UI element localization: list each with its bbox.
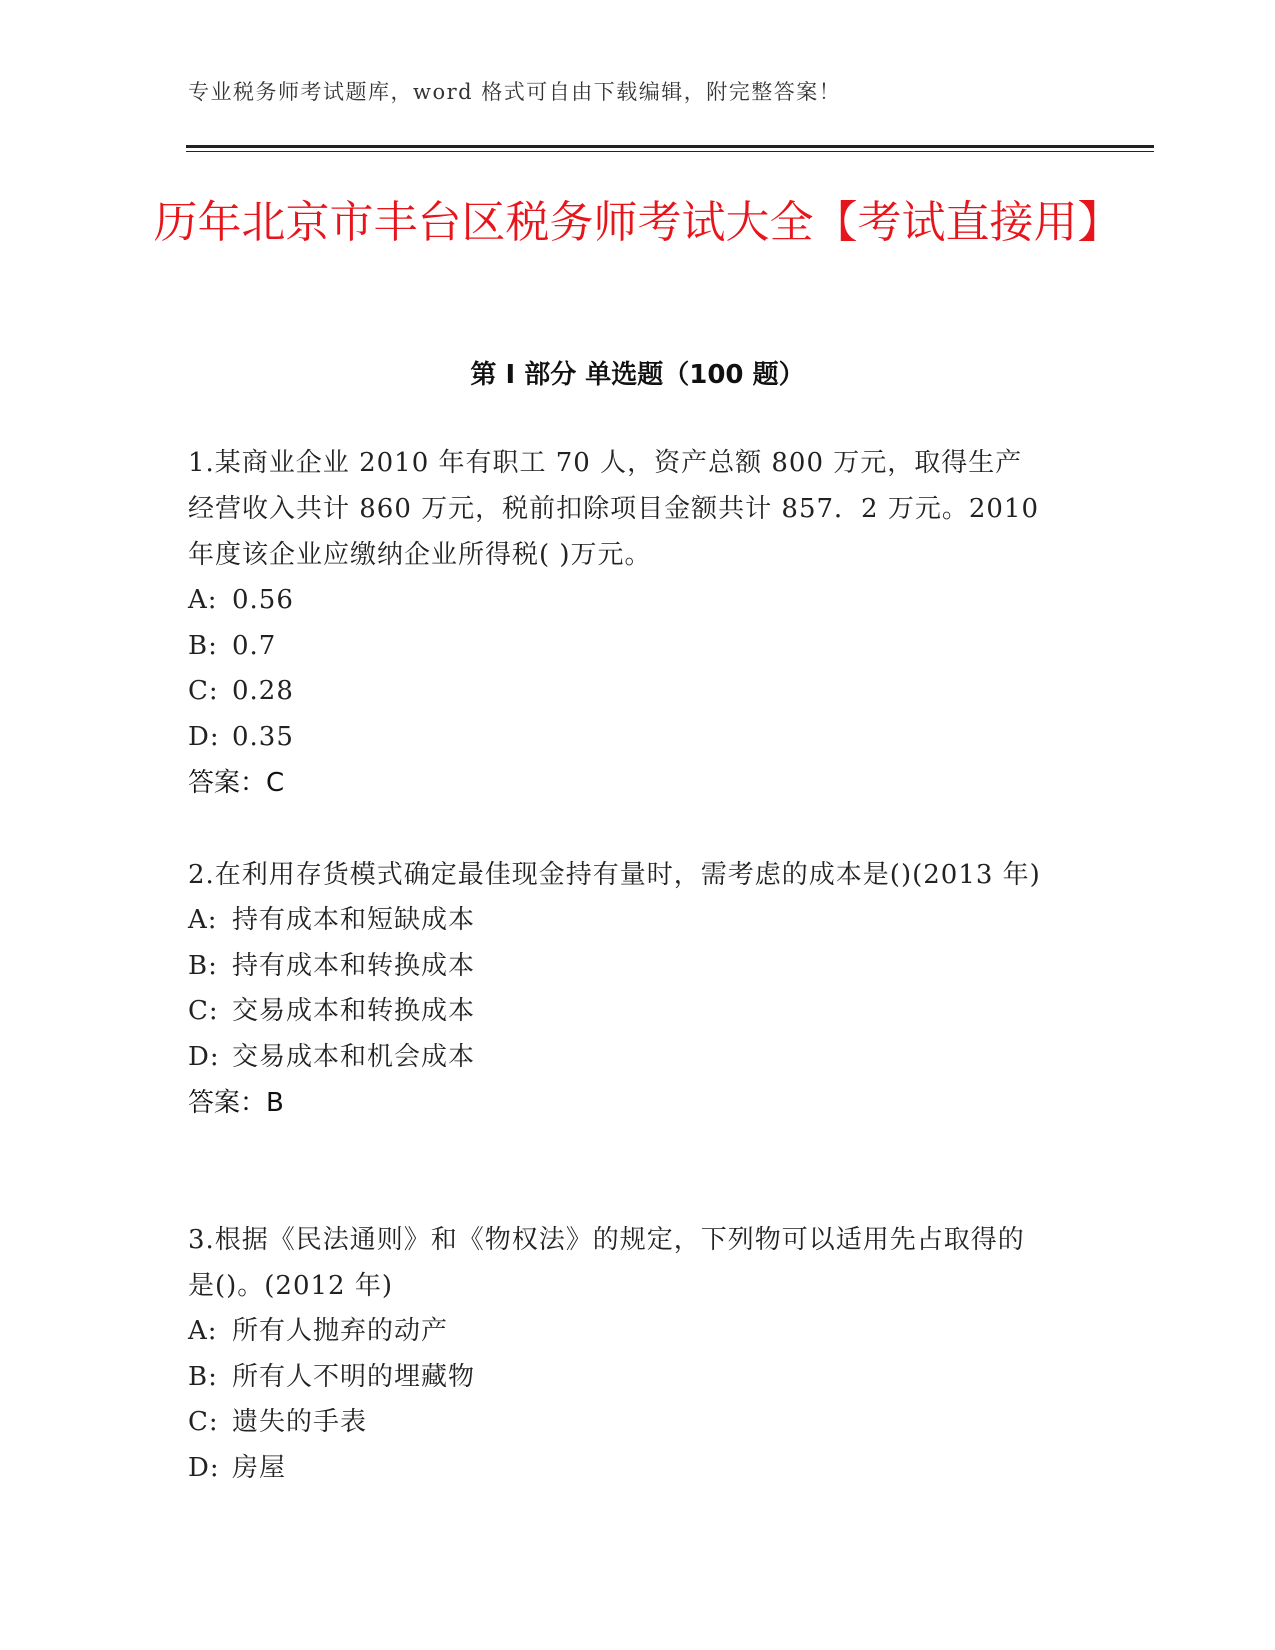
header-rule-thick [186,145,1154,148]
option-key: A: [188,905,218,935]
option-text: 交易成本和转换成本 [232,996,476,1026]
option-c [188,669,1088,715]
option-b [188,944,1088,990]
question-stem: 1.某商业企业 2010 年有职工 70 人，资产总额 800 万元，取得生产经营收入共计 860 万元，税前扣除项目金额共计 857．2 万元。2010 年度该企业应缴纳企业所得税( )万元。 [188,448,1040,570]
option-key: B: [188,630,218,661]
option-a [188,578,1088,624]
option-key: C: [188,996,219,1026]
option-c [188,1400,1088,1446]
header-rule-thin [186,151,1154,152]
option-text: 所有人抛弃的动产 [232,1316,449,1346]
answer-label: 答案：C [188,768,285,798]
option-text: 持有成本和转换成本 [232,950,476,981]
option-text: 所有人不明的埋藏物 [232,1361,476,1392]
option-d [188,715,1088,761]
document-title: 历年北京市丰台区税务师考试大全【考试直接用】 [153,197,1122,248]
option-text: 0.28 [232,676,294,706]
option-text: 遗失的手表 [232,1407,368,1437]
option-b [188,624,1088,670]
option-text: 房屋 [232,1452,287,1483]
option-key: C: [188,676,219,706]
option-d [188,1446,1088,1492]
header-note: 专业税务师考试题库，word 格式可自由下载编辑，附完整答案！ [188,80,842,104]
option-text: 0.35 [232,721,294,752]
option-key: D: [188,1452,220,1483]
option-text: 交易成本和机会成本 [232,1041,476,1072]
option-a [188,898,1088,944]
question-3 [188,1217,1088,1491]
option-text: 持有成本和短缺成本 [232,905,476,935]
option-b [188,1355,1088,1401]
question-stem: 3.根据《民法通则》和《物权法》的规定，下列物可以适用先占取得的是()。(2012 年) [188,1225,1025,1301]
option-key: D: [188,721,220,752]
question-1 [188,440,1088,806]
option-c [188,989,1088,1035]
option-text: 0.56 [232,585,294,615]
option-key: A: [188,585,218,615]
option-a [188,1309,1088,1355]
option-key: B: [188,950,218,981]
option-key: A: [188,1316,218,1346]
section-heading: 第 I 部分 单选题（100 题） [470,360,805,390]
option-key: B: [188,1361,218,1392]
option-key: C: [188,1407,219,1437]
option-d [188,1035,1088,1081]
question-2 [188,852,1088,1126]
option-text: 0.7 [232,630,277,661]
answer-label: 答案：B [188,1088,284,1118]
option-key: D: [188,1041,220,1072]
question-stem: 2.在利用存货模式确定最佳现金持有量时，需考虑的成本是()(2013 年) [188,860,1041,890]
